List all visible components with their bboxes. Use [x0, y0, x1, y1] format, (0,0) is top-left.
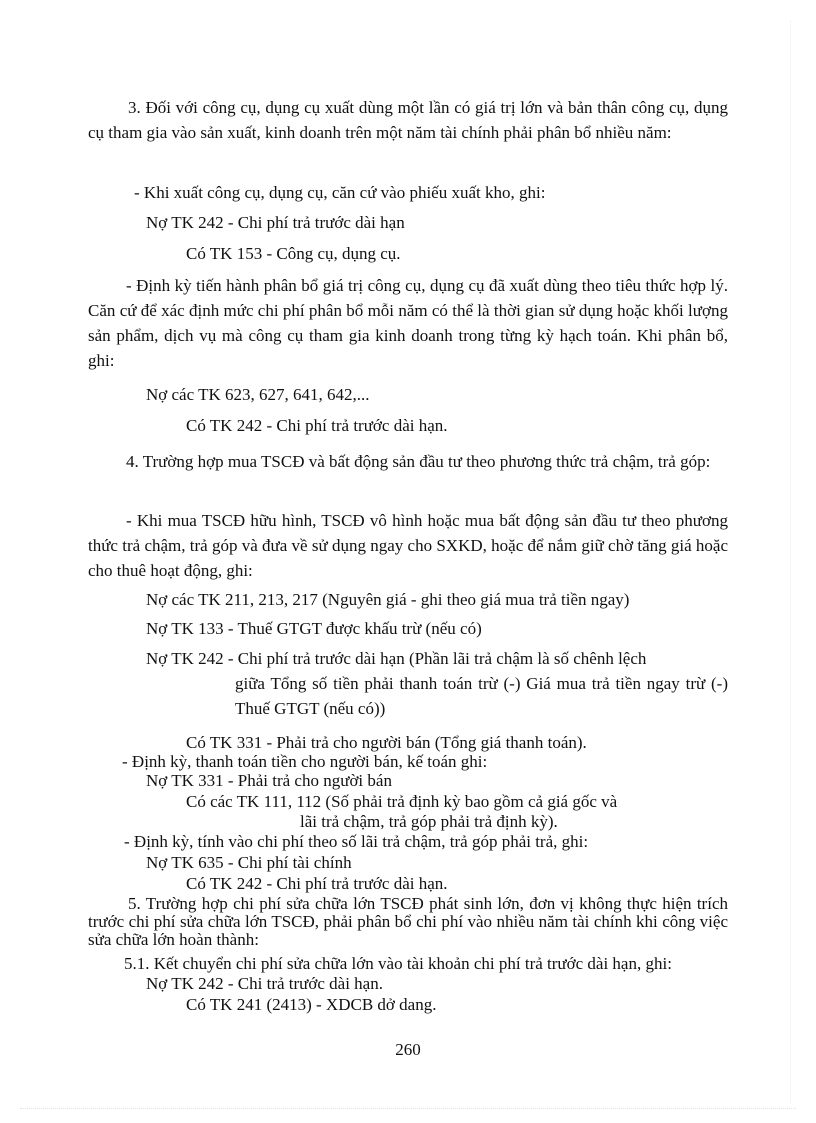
paragraph-5: - Định kỳ tiến hành phân bổ giá trị công cụ, dụng cụ đã xuất dùng theo tiêu thức hợp lý. Căn cứ để xác định mức chi phí phân bổ mỗi năm có thể là thời gian sử dụng hoặc khối lượng sản phẩm, dịch vụ mà công cụ tham gia kinh doanh trong từng kỳ hạch toán. Khi phân bổ, ghi: [88, 276, 728, 370]
paragraph-12: Nợ TK 242 - Chi phí trả trước dài hạn (Phần lãi trả chậm là số chênh lệch [146, 649, 647, 668]
right-border-dots [790, 20, 791, 1103]
bottom-border-dots [20, 1108, 796, 1109]
paragraph-23: 5.1. Kết chuyển chi phí sửa chữa lớn vào tài khoản chi phí trả trước dài hạn, ghi: [124, 954, 672, 973]
paragraph-20: Nợ TK 635 - Chi phí tài chính [146, 853, 352, 872]
paragraph-25: Có TK 241 (2413) - XDCB dở dang. [186, 995, 437, 1014]
paragraph-15: - Định kỳ, thanh toán tiền cho người bán, kế toán ghi: [122, 752, 488, 771]
paragraph-9: - Khi mua TSCĐ hữu hình, TSCĐ vô hình hoặc mua bất động sản đầu tư theo phương thức trả chậm, trả góp và đưa về sử dụng ngay cho SXKD, hoặc để nắm giữ chờ tăng giá hoặc cho thuê hoạt động, ghi: [88, 511, 728, 580]
paragraph-22: 5. Trường hợp chi phí sửa chữa lớn TSCĐ phát sinh lớn, đơn vị không thực hiện trích trước chi phí sửa chữa lớn TSCĐ, phải phân bổ chi phí vào nhiều năm tài chính khi công việc sửa chữa lớn hoàn thành: [88, 894, 728, 949]
paragraph-17: Có các TK 111, 112 (Số phải trả định kỳ bao gồm cả giá gốc và [186, 792, 618, 811]
paragraph-24: Nợ TK 242 - Chi trả trước dài hạn. [146, 974, 383, 993]
paragraph-1: 3. Đối với công cụ, dụng cụ xuất dùng một lần có giá trị lớn và bản thân công cụ, dụng cụ tham gia vào sản xuất, kinh doanh trên một năm tài chính phải phân bổ nhiều năm: [88, 98, 728, 142]
paragraph-4: Có TK 153 - Công cụ, dụng cụ. [186, 244, 401, 263]
paragraph-3: Nợ TK 242 - Chi phí trả trước dài hạn [146, 213, 405, 232]
paragraph-13: giữa Tổng số tiền phải thanh toán trừ (-) Giá mua trả tiền ngay trừ (-) Thuế GTGT (nếu có)) [235, 674, 728, 718]
page-number: 260 [395, 1040, 421, 1059]
paragraph-2: - Khi xuất công cụ, dụng cụ, căn cứ vào phiếu xuất kho, ghi: [134, 183, 546, 202]
paragraph-6: Nợ các TK 623, 627, 641, 642,... [146, 385, 370, 404]
paragraph-21: Có TK 242 - Chi phí trả trước dài hạn. [186, 874, 448, 893]
paragraph-19: - Định kỳ, tính vào chi phí theo số lãi trả chậm, trả góp phải trả, ghi: [124, 832, 589, 851]
paragraph-8: 4. Trường hợp mua TSCĐ và bất động sản đầu tư theo phương thức trả chậm, trả góp: [126, 452, 711, 471]
paragraph-11: Nợ TK 133 - Thuế GTGT được khấu trừ (nếu có) [146, 619, 482, 638]
paragraph-14: Có TK 331 - Phải trả cho người bán (Tổng giá thanh toán). [186, 733, 587, 752]
paragraph-18: lãi trả chậm, trả góp phải trả định kỳ). [300, 812, 558, 831]
paragraph-10: Nợ các TK 211, 213, 217 (Nguyên giá - ghi theo giá mua trả tiền ngay) [146, 590, 630, 609]
paragraph-16: Nợ TK 331 - Phải trả cho người bán [146, 771, 392, 790]
paragraph-7: Có TK 242 - Chi phí trả trước dài hạn. [186, 416, 448, 435]
